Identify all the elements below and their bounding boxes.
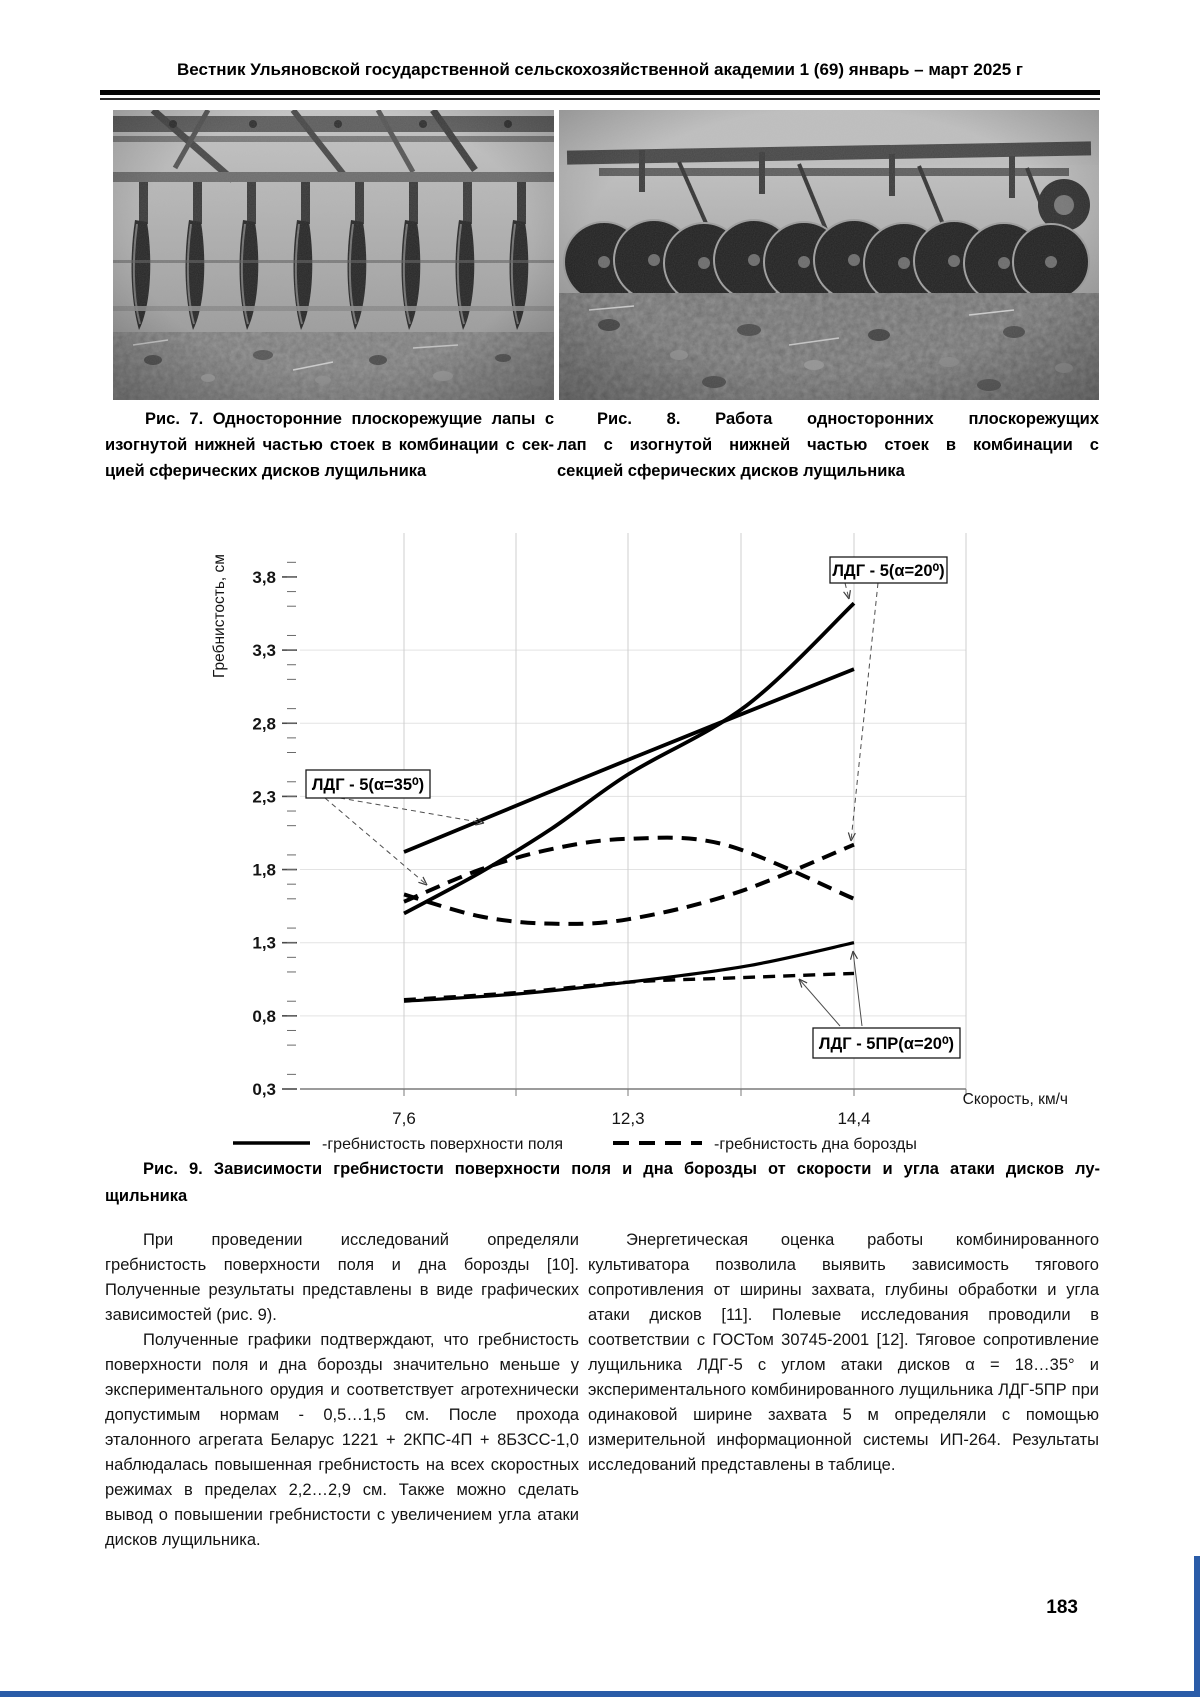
legend-label-furrow: -гребнистость дна борозды xyxy=(714,1136,917,1153)
figure7-caption xyxy=(105,406,554,484)
paragraph: Полученные графики подтверждают, что гребнистость поверхности поля и дна борозды значительно меньше у экспериментального орудия и соответствует агротехнически допустимым нормам - 0,5…1,5 см. После прохода эталонного агрегата Беларус 1221 + 2КПС-4П + 8БЗСС-1,0 наблюдалась повышенная гребнистость на всех скоростных режимах в пределах 2,2…2,9 см. Также можно сделать вывод о повышении гребнистости с увеличением угла атаки дисков лущильника. xyxy=(105,1331,579,1549)
annotation-arrow-line xyxy=(325,798,427,885)
y-tick-label: 2,8 xyxy=(252,714,276,734)
figure7-caption-line: цией сферических дисков лущильника xyxy=(105,462,427,480)
journal-header: Вестник Ульяновской государственной сельскохозяйственной академии 1 (69) январь – март 2025 г xyxy=(176,60,1023,79)
figure7-caption-line: Рис. 7. Односторонние плоскорежущие лапы с xyxy=(145,410,554,428)
figure8-photo xyxy=(559,110,1099,400)
series-line xyxy=(404,943,854,1002)
y-tick-label: 0,3 xyxy=(252,1080,276,1099)
figure7-caption-line: изогнутой нижней частью стоек в комбинации с сек- xyxy=(105,436,554,454)
body-left-column xyxy=(105,1228,579,1553)
figure8-caption-line: лап с изогнутой нижней частью стоек в комбинации с xyxy=(557,436,1099,454)
y-tick-label: 1,3 xyxy=(252,933,276,953)
figure8-caption-line: Рис. 8. Работа односторонних плоскорежущих xyxy=(597,410,1099,428)
figure8-caption xyxy=(557,406,1099,484)
body-right-column xyxy=(588,1228,1099,1478)
page-number: 183 xyxy=(1046,1597,1078,1618)
x-tick-label: 14,4 xyxy=(837,1109,871,1128)
annotation-arrowhead xyxy=(848,832,851,841)
legend-label-surface: -гребнистость поверхности поля xyxy=(322,1136,564,1153)
y-tick-label: 1,8 xyxy=(252,860,276,880)
chart-annotation-label: ЛДГ - 5(α=20⁰) xyxy=(832,562,945,580)
annotation-arrow-line xyxy=(851,583,878,841)
figure9-chart xyxy=(180,490,1100,1160)
x-axis-title: Скорость, км/ч xyxy=(962,1091,1068,1108)
annotation-arrow-line xyxy=(340,798,484,823)
y-tick-label: 0,8 xyxy=(252,1006,276,1026)
page-border-right xyxy=(1194,1556,1200,1697)
x-tick-label: 7,6 xyxy=(392,1109,416,1128)
y-axis-title: Гребнистость, см xyxy=(211,554,228,678)
figure9-caption-line: щильника xyxy=(105,1187,188,1205)
figure8-caption-line: секцией сферических дисков лущильника xyxy=(557,462,905,480)
annotation-arrowhead xyxy=(849,590,850,599)
chart-annotation-label: ЛДГ - 5(α=35⁰) xyxy=(311,776,425,794)
figure7-photo xyxy=(113,110,554,400)
y-tick-label: 2,3 xyxy=(252,787,276,807)
series-line xyxy=(404,845,854,924)
paragraph: При проведении исследований определяли гребнистость поверхности поля и дна борозды [10]. Полученные результаты представлены в виде графических зависимостей (рис. 9). xyxy=(105,1231,579,1324)
series-line xyxy=(404,973,854,999)
annotation-arrow-line xyxy=(799,979,840,1026)
figure9-caption xyxy=(105,1156,1100,1210)
header-rule-thick xyxy=(100,90,1100,95)
header-rule-thin xyxy=(100,98,1100,100)
y-tick-label: 3,3 xyxy=(252,641,276,661)
paragraph: Энергетическая оценка работы комбинированного культиватора позволила выявить зависимость тягового сопротивления от ширины захвата, глубины обработки и угла атаки дисков [11]. Полевые исследования проводили в соответствии с ГОСТом 30745-2001 [12]. Тяговое сопротивление лущильника ЛДГ-5 с углом атаки дисков α = 18…35° и экспериментального комбинированного лущильника ЛДГ-5ПР при одинаковой ширине захвата 5 м определяли с помощью измерительной информационной системы ИП-264. Результаты исследований представлены в таблице. xyxy=(588,1231,1099,1474)
series-line xyxy=(404,669,854,852)
x-tick-label: 12,3 xyxy=(611,1109,645,1128)
annotation-arrowhead xyxy=(851,951,853,960)
y-tick-label: 3,8 xyxy=(252,567,276,587)
page-border-bottom xyxy=(0,1691,1200,1697)
chart-annotation-label: ЛДГ - 5ПР(α=20⁰) xyxy=(818,1035,955,1053)
figure9-caption-line: Рис. 9. Зависимости гребнистости поверхности поля и дна борозды от скорости и угла атаки дисков лу- xyxy=(143,1160,1100,1178)
